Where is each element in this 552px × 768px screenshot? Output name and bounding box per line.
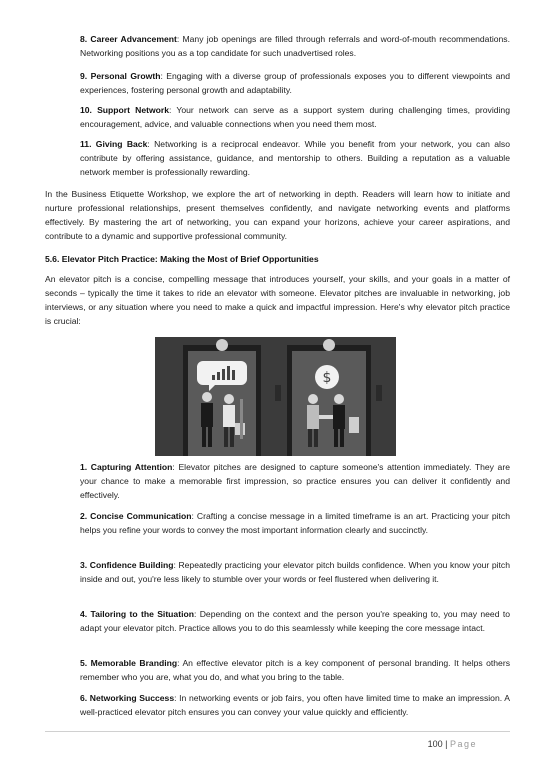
svg-text:$: $ — [322, 370, 332, 386]
intro-paragraph: An elevator pitch is a concise, compelling message that introduces yourself, your skills, and your goals in a matter of seconds – typically the time it takes to ride an elevator with someone. Elevator pitches are invaluable in networking, job interviews, or any situation where you need to make a quick and impactful impression. Here's why elevator pitch practice is crucial: — [45, 274, 510, 326]
list-item-capturing-attention: 1. Capturing Attention: Elevator pitches are designed to capture someone's attention immediately. They are your chance to make a memorable first impression, so practice ensures you can deliver it confidently and effectively. — [80, 462, 510, 500]
item-text: In networking events or job fairs, you often have limited time to make an impression. A well-practiced elevator pitch ensures you can convey your value quickly and efficiently. — [80, 693, 510, 717]
item-text: Engaging with a diverse group of professionals exposes you to different viewpoints and experiences, fostering personal growth and adaptability. — [80, 71, 510, 95]
item-text: Repeatedly practicing your elevator pitch builds confidence. When you know your pitch inside and out, you're less likely to stumble over your words or feel flustered when delivering it. — [80, 560, 511, 584]
handshake-icon — [319, 415, 333, 419]
section-heading: 5.6. Elevator Pitch Practice: Making the Most of Brief Opportunities — [45, 254, 319, 264]
item-title: 4. Tailoring to the Situation — [80, 609, 194, 619]
elevator-buttons-icon — [275, 385, 281, 401]
item-title: 11. Giving Back — [80, 139, 148, 149]
list-item-memorable-branding: 5. Memorable Branding: An effective elevator pitch is a key component of personal branding. It helps others remember who you are, what you do, and what you bring to the table. — [80, 658, 510, 682]
list-item-concise-communication: 2. Concise Communication: Crafting a concise message in a limited timeframe is an art. Practicing your pitch helps you refine your words to convey the most important information clearly and succinctly. — [80, 511, 510, 535]
page-label: Page — [449, 739, 477, 749]
elevator-pitch-illustration — [155, 337, 396, 456]
item-title: 9. Personal Growth — [80, 71, 161, 81]
page-footer — [428, 739, 477, 749]
item-title: 8. Career Advancement — [80, 34, 177, 44]
item-text: Elevator pitches are designed to capture someone's attention immediately. They are your chance to make a memorable first impression, so practice ensures you can deliver it confidently and effectively. — [80, 462, 510, 500]
item-title: 6. Networking Success — [80, 693, 175, 703]
item-text: Depending on the context and the person you're speaking to, you may need to adapt your elevator pitch. Practice allows you to do this seamlessly while keeping the core message intact. — [80, 609, 511, 633]
person-icon — [224, 394, 234, 404]
elevator-illustration — [155, 337, 396, 456]
item-text: Many job openings are filled through referrals and word-of-mouth recommendations. Networking positions you as a top candidate for such unadvertised roles. — [80, 34, 510, 58]
item-text: Your network can serve as a support system during challenging times, providing encouragement, advice, and valuable connections when you need them most. — [80, 105, 510, 129]
item-text: Networking is a reciprocal endeavor. While you benefit from your network, you can also contribute by offering assistance, guidance, and mentorship to others. Building a reputation as a valuable network member is professionally rewarding. — [80, 139, 511, 177]
list-item-career-advancement: 8. Career Advancement: Many job openings are filled through referrals and word-of-mouth recommendations. Networking positions you as a top candidate for such unadvertised roles. — [80, 34, 510, 58]
item-text: An effective elevator pitch is a key component of personal branding. It helps others remember who you are, what you do, and what you bring to the table. — [80, 658, 510, 682]
right-elevator-light — [323, 339, 335, 351]
list-item-personal-growth: 9. Personal Growth: Engaging with a diverse group of professionals exposes you to different viewpoints and experiences, fostering personal growth and adaptability. — [80, 71, 510, 95]
footer-separator: | — [445, 739, 448, 749]
item-title: 10. Support Network — [80, 105, 170, 115]
item-title: 5. Memorable Branding — [80, 658, 178, 668]
person-icon — [334, 394, 344, 404]
list-item-support-network: 10. Support Network: Your network can serve as a support system during challenging times, providing encouragement, advice, and valuable connections when you need them most. — [80, 105, 510, 129]
item-title: 1. Capturing Attention — [80, 462, 173, 472]
list-item-confidence-building: 3. Confidence Building: Repeatedly practicing your elevator pitch builds confidence. When you know your pitch inside and out, you're less likely to stumble over your words or feel flustered when delivering it. — [80, 560, 511, 584]
list-item-giving-back: 11. Giving Back: Networking is a reciprocal endeavor. While you benefit from your network, you can also contribute by offering assistance, guidance, and mentorship to others. Building a reputation as a valuable network member is professionally rewarding. — [80, 139, 511, 177]
briefcase-icon — [349, 417, 359, 433]
person-icon — [308, 394, 318, 404]
person-icon — [202, 392, 212, 402]
footer-divider — [45, 731, 510, 732]
item-text: Crafting a concise message in a limited timeframe is an art. Practicing your pitch helps you refine your words to convey the most important information clearly and succinctly. — [80, 511, 510, 535]
workshop-paragraph: In the Business Etiquette Workshop, we explore the art of networking in depth. Readers will learn how to initiate and nurture professional relationships, present themselves confidently, and navigate networking events and platforms effectively. By mastering the art of networking, you can expand your horizons, achieve your career aspirations, and contribute to a dynamic and supportive professional community. — [45, 189, 510, 241]
item-title: 2. Concise Communication — [80, 511, 192, 521]
list-item-tailoring: 4. Tailoring to the Situation: Depending on the context and the person you're speaking to, you may need to adapt your elevator pitch. Practice allows you to do this seamlessly while keeping the core message intact. — [80, 609, 511, 633]
left-elevator-light — [216, 339, 228, 351]
list-item-networking-success: 6. Networking Success: In networking events or job fairs, you often have limited time to make an impression. A well-practiced elevator pitch ensures you can convey your value quickly and efficiently. — [80, 693, 510, 717]
page-number: 100 — [427, 739, 443, 749]
elevator-buttons-icon — [376, 385, 382, 401]
item-title: 3. Confidence Building — [80, 560, 174, 570]
